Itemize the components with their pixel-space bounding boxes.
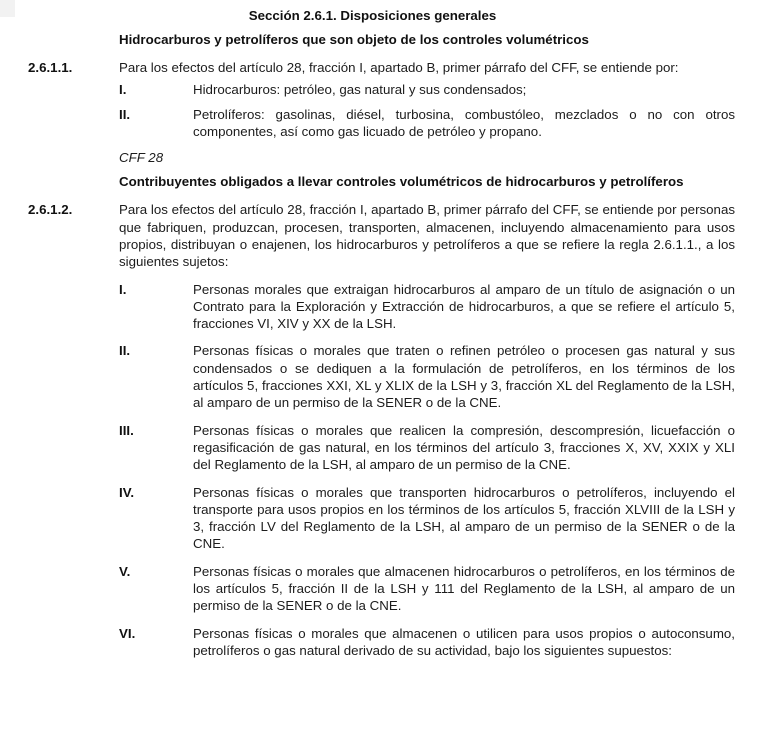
list-item bbox=[119, 563, 735, 615]
rule-2-6-1-1 bbox=[28, 59, 735, 166]
list-item-text: Personas físicas o morales que almacenen o utilicen para usos propios o autoconsumo, petrolíferos o gas natural derivado de su actividad, bajo los siguientes supuestos: bbox=[193, 625, 735, 658]
list-item bbox=[119, 422, 735, 474]
rule-2-6-1-2-items bbox=[119, 281, 735, 660]
list-item-numeral: I. bbox=[119, 81, 127, 97]
list-item bbox=[119, 106, 735, 141]
legal-reference-cff-28: CFF 28 bbox=[119, 149, 164, 165]
rule-2-6-1-2-intro: Para los efectos del artículo 28, fracción I, apartado B, primer párrafo del CFF, se entiende por personas que fabriquen, produzcan, procesen, transporten, almacenen, incluyendo almacenamiento para usos propios, distribuyan o enajenen, los hidrocarburos y petrolíferos a que se refiere la regla 2.6.1.1., a los siguientes sujetos: bbox=[119, 202, 735, 270]
heading-hidrocarburos-petroliferos: Hidrocarburos y petrolíferos que son objeto de los controles volumétricos bbox=[119, 32, 589, 48]
heading-contribuyentes-obligados: Contribuyentes obligados a llevar controles volumétricos de hidrocarburos y petrolíferos bbox=[119, 174, 684, 190]
list-item-text: Personas físicas o morales que traten o refinen petróleo o procesen gas natural y sus condensados o se dediquen a la formulación de petrolíferos, en los términos de los artículos 5, fracciones XXI, XL y XLIX de la LSH y 3, fracción XL del Reglamento de la LSH, al amparo de un permiso de la SENER o de la CNE. bbox=[193, 343, 735, 411]
list-item bbox=[119, 342, 735, 411]
list-item-text: Petrolíferos: gasolinas, diésel, turbosina, combustóleo, mezclados o no con otros componentes, así como gas licuado de petróleo y propano. bbox=[193, 107, 735, 140]
list-item-numeral: VI. bbox=[119, 625, 136, 641]
list-item-numeral: I. bbox=[119, 281, 127, 297]
rule-2-6-1-1-intro: Para los efectos del artículo 28, fracción I, apartado B, primer párrafo del CFF, se entiende por: bbox=[119, 59, 679, 75]
rule-2-6-1-1-number: 2.6.1.1. bbox=[28, 59, 73, 75]
list-item-numeral: IV. bbox=[119, 484, 135, 500]
list-item-numeral: III. bbox=[119, 422, 134, 438]
list-item bbox=[119, 484, 735, 553]
list-item-text: Personas físicas o morales que almacenen hidrocarburos o petrolíferos, en los términos de los artículos 5, fracción II de la LSH y 111 del Reglamento de la LSH, al amparo de un permiso de la SENER o de la CNE. bbox=[193, 563, 735, 614]
list-item bbox=[119, 625, 735, 660]
document-body bbox=[28, 31, 735, 659]
list-item bbox=[119, 81, 735, 98]
rule-2-6-1-2-number: 2.6.1.2. bbox=[28, 202, 73, 218]
section-title: Sección 2.6.1. Disposiciones generales bbox=[248, 8, 497, 23]
list-item-numeral: II. bbox=[119, 107, 131, 123]
rule-2-6-1-2 bbox=[28, 201, 735, 659]
list-item-text: Hidrocarburos: petróleo, gas natural y sus condensados; bbox=[193, 81, 527, 97]
list-item-numeral: V. bbox=[119, 563, 131, 579]
list-item-text: Personas físicas o morales que realicen la compresión, descompresión, licuefacción o regasificación de gas natural, en los términos del artículo 3, fracciones X, XV, XXIX y XLI del Reglamento de la LSH, al amparo de un permiso de la CNE. bbox=[193, 422, 735, 473]
list-item-text: Personas físicas o morales que transporten hidrocarburos o petrolíferos, incluyendo el transporte para usos propios en los términos de los artículos 5, fracción XLVIII de la LSH y 3, fracción LV del Reglamento de la LSH, al amparo de un permiso de la SENER o de la CNE. bbox=[193, 484, 735, 552]
list-item bbox=[119, 281, 735, 333]
rule-2-6-1-1-items bbox=[119, 81, 735, 141]
list-item-numeral: II. bbox=[119, 343, 131, 359]
list-item-text: Personas morales que extraigan hidrocarburos al amparo de un título de asignación o un Contrato para la Exploración y Extracción de hidrocarburos, a que se refiere el artículo 5, fracciones VI, XIV y XX de la LSH. bbox=[193, 281, 735, 332]
scan-corner-artifact bbox=[0, 0, 15, 17]
